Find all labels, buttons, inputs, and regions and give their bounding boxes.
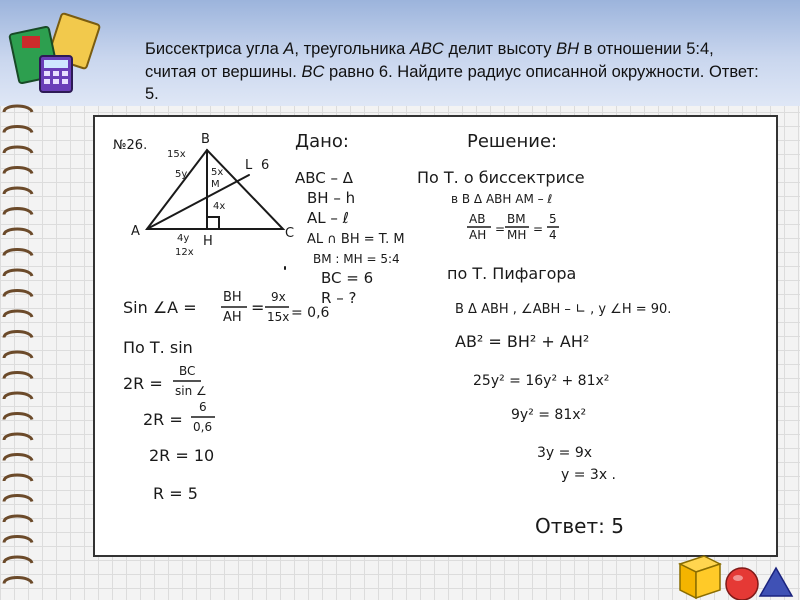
- svg-text:=: =: [533, 222, 544, 236]
- label-5x: 5x: [211, 167, 224, 178]
- eq-4: 3y = 9x: [537, 445, 593, 461]
- binding-ring: [4, 352, 32, 358]
- pythag-heading: по Т. Пифагора: [447, 264, 577, 283]
- decor-shapes: [660, 550, 800, 600]
- svg-text:=: =: [251, 298, 265, 317]
- eq-2: 25y² = 16y² + 81x²: [473, 373, 610, 389]
- frac-ab: AB: [469, 212, 486, 226]
- binding-ring: [4, 537, 32, 543]
- given-line-3: AL – ℓ: [307, 209, 349, 227]
- given-line-1: ABC – Δ: [295, 169, 354, 187]
- binding-ring: [4, 332, 32, 338]
- theorem-sin: По Т. sin: [123, 338, 193, 357]
- label-h: H: [203, 234, 213, 249]
- r-step1-num: BC: [179, 364, 196, 378]
- binding-ring: [4, 455, 32, 461]
- sin-frac-15x: 15x: [267, 310, 290, 324]
- r-step1-lhs: 2R =: [123, 374, 163, 393]
- binding-ring: [4, 127, 32, 133]
- books-calculator-icon: [6, 8, 102, 98]
- binding-ring: [4, 373, 32, 379]
- binding-ring: [4, 250, 32, 256]
- label-12x: 12x: [175, 247, 194, 258]
- binding-ring: [4, 147, 32, 153]
- label-5y: 5y: [175, 169, 188, 180]
- binding-ring: [4, 168, 32, 174]
- spiral-binding: [0, 100, 36, 600]
- cube-icon: [680, 556, 720, 598]
- binding-ring: [4, 496, 32, 502]
- sin-result: = 0,6: [291, 305, 330, 321]
- answer: Ответ: 5: [535, 514, 624, 538]
- label-l: L: [245, 158, 253, 173]
- given-line-4: AL ∩ BH = T. M: [307, 232, 405, 247]
- binding-ring: [4, 516, 32, 522]
- eq-1: AB² = BH² + AH²: [455, 332, 590, 351]
- whiteboard-solution: [93, 115, 778, 557]
- label-bc-6: 6: [261, 158, 270, 173]
- label-c: C: [285, 226, 295, 241]
- given-title: Дано:: [295, 131, 349, 152]
- label-b: B: [201, 132, 210, 147]
- bisector-line: в В Δ ABH AM – ℓ: [451, 192, 553, 206]
- sin-frac-bh: BH: [223, 290, 242, 305]
- binding-ring: [4, 434, 32, 440]
- frac-ah: AH: [469, 228, 487, 242]
- binding-ring: [4, 188, 32, 194]
- eq-5: y = 3x .: [561, 467, 617, 483]
- label-a: A: [131, 224, 140, 239]
- problem-number: №26.: [113, 138, 148, 153]
- binding-ring: [4, 270, 32, 276]
- r-step4: R = 5: [153, 484, 198, 503]
- binding-ring: [4, 291, 32, 297]
- binding-ring: [4, 209, 32, 215]
- frac-mh: MH: [507, 228, 527, 242]
- given-line-5: BM : MH = 5:4: [313, 252, 400, 266]
- frac-4: 4: [549, 228, 557, 242]
- solution-title: Решение:: [467, 131, 558, 152]
- sin-frac-9x: 9x: [271, 290, 286, 304]
- bisector-heading: По Т. о биссектрисе: [417, 168, 585, 187]
- sin-prefix: Sin ∠A =: [123, 298, 197, 317]
- label-m: M: [211, 179, 220, 190]
- bisector-al: [147, 175, 249, 229]
- given-line-7: R – ?: [321, 289, 357, 307]
- r-step3: 2R = 10: [149, 446, 215, 465]
- given-line-2: BH – h: [307, 189, 356, 207]
- binding-ring: [4, 578, 32, 584]
- binding-ring: [4, 311, 32, 317]
- label-15x: 15x: [167, 149, 186, 160]
- frac-5: 5: [549, 212, 557, 226]
- binding-ring: [4, 475, 32, 481]
- sin-frac-ah: AH: [223, 310, 242, 325]
- task-statement: Биссектриса угла A, треугольника ABC делит высоту BH в отношении 5:4, считая от вершины. BC равно 6. Найдите радиус описанной окружности. Ответ: 5.: [145, 40, 759, 103]
- r-step1-den: sin ∠: [175, 384, 207, 398]
- frac-bm: BM: [507, 212, 526, 226]
- svg-text:=: =: [495, 222, 506, 236]
- given-line-6: BC = 6: [321, 269, 374, 287]
- r-step2-den: 0,6: [193, 420, 213, 434]
- binding-ring: [4, 229, 32, 235]
- binding-ring: [4, 557, 32, 563]
- binding-ring: [4, 106, 32, 112]
- pythag-line: В Δ ABH , ∠ABH – ∟ , y ∠H = 90.: [455, 302, 672, 317]
- label-4y: 4y: [177, 233, 190, 244]
- handwritten-solution: [95, 117, 776, 555]
- ball-icon: [726, 568, 758, 600]
- label-4x: 4x: [213, 201, 226, 212]
- binding-ring: [4, 393, 32, 399]
- r-step2-num: 6: [199, 400, 207, 414]
- binding-ring: [4, 414, 32, 420]
- eq-3: 9y² = 81x²: [511, 407, 587, 423]
- r-step2-lhs: 2R =: [143, 410, 183, 429]
